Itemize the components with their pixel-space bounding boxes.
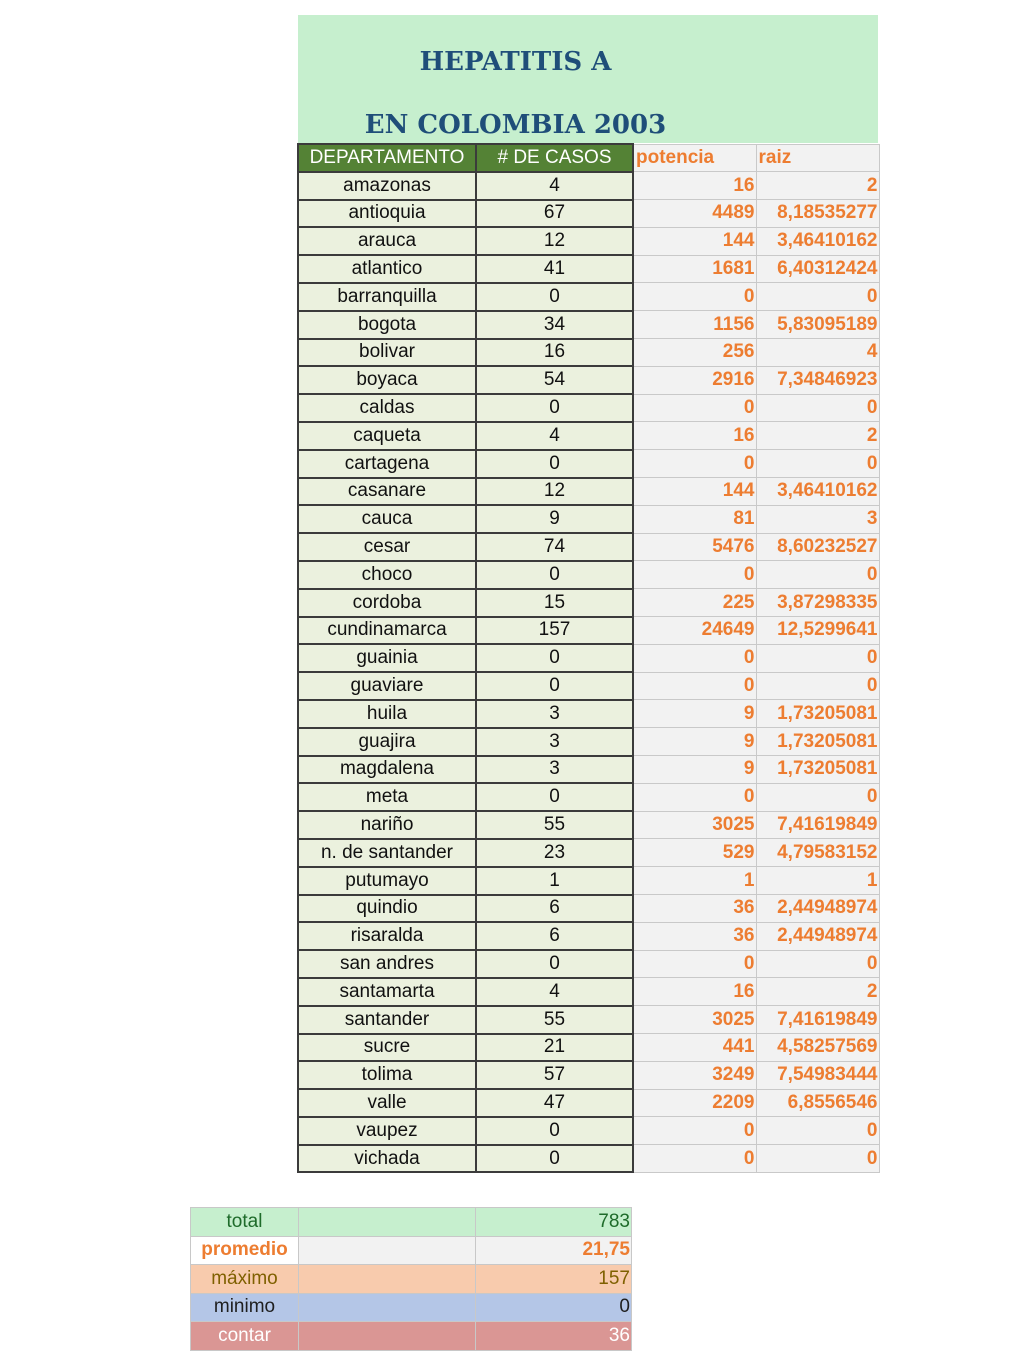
table-row — [298, 644, 879, 672]
cell-casos[interactable]: 6 — [476, 922, 633, 950]
cell-potencia[interactable]: 2916 — [633, 366, 756, 394]
cell-raiz[interactable]: 0 — [756, 783, 879, 811]
summary-empty-cell[interactable] — [299, 1322, 476, 1351]
cell-raiz[interactable]: 3,46410162 — [756, 478, 879, 506]
cell-raiz[interactable]: 1,73205081 — [756, 700, 879, 728]
cell-casos[interactable]: 55 — [476, 1006, 633, 1034]
table-row — [298, 867, 879, 895]
cell-potencia[interactable]: 144 — [633, 478, 756, 506]
cell-potencia[interactable]: 225 — [633, 589, 756, 617]
cell-departamento[interactable]: quindio — [298, 895, 476, 923]
cell-raiz[interactable]: 3 — [756, 505, 879, 533]
table-row — [298, 1145, 879, 1173]
cell-casos[interactable]: 0 — [476, 672, 633, 700]
table-row — [298, 839, 879, 867]
cell-potencia[interactable]: 16 — [633, 172, 756, 200]
cell-potencia[interactable]: 0 — [633, 1117, 756, 1145]
cell-raiz[interactable]: 7,41619849 — [756, 1006, 879, 1034]
cell-raiz[interactable]: 2,44948974 — [756, 895, 879, 923]
cell-departamento[interactable]: huila — [298, 700, 476, 728]
cell-casos[interactable]: 1 — [476, 867, 633, 895]
cell-casos[interactable]: 0 — [476, 1117, 633, 1145]
cell-casos[interactable]: 23 — [476, 839, 633, 867]
cell-raiz[interactable]: 4,79583152 — [756, 839, 879, 867]
cell-departamento[interactable]: santander — [298, 1006, 476, 1034]
cell-potencia[interactable]: 9 — [633, 728, 756, 756]
summary-value-total[interactable]: 783 — [476, 1208, 632, 1237]
cell-casos[interactable]: 0 — [476, 950, 633, 978]
cell-raiz[interactable]: 0 — [756, 450, 879, 478]
cases-table — [297, 143, 880, 1173]
cell-casos[interactable]: 157 — [476, 617, 633, 645]
cell-potencia[interactable]: 9 — [633, 700, 756, 728]
cell-departamento[interactable]: magdalena — [298, 756, 476, 784]
cell-departamento[interactable]: bogota — [298, 311, 476, 339]
cell-casos[interactable]: 0 — [476, 561, 633, 589]
cell-raiz[interactable]: 4,58257569 — [756, 1034, 879, 1062]
summary-value-maximo[interactable]: 157 — [476, 1265, 632, 1294]
cell-casos[interactable]: 9 — [476, 505, 633, 533]
table-row — [298, 756, 879, 784]
cell-casos[interactable]: 67 — [476, 200, 633, 228]
cell-departamento[interactable]: meta — [298, 783, 476, 811]
table-row — [298, 589, 879, 617]
summary-label-promedio[interactable]: promedio — [191, 1236, 299, 1265]
cell-potencia[interactable]: 0 — [633, 950, 756, 978]
cell-departamento[interactable]: barranquilla — [298, 283, 476, 311]
cell-potencia[interactable]: 0 — [633, 394, 756, 422]
cell-departamento[interactable]: atlantico — [298, 255, 476, 283]
summary-empty-cell[interactable] — [299, 1236, 476, 1265]
cell-casos[interactable]: 16 — [476, 339, 633, 367]
cell-potencia[interactable]: 36 — [633, 922, 756, 950]
cell-departamento[interactable]: cartagena — [298, 450, 476, 478]
cell-potencia[interactable]: 0 — [633, 450, 756, 478]
cell-potencia[interactable]: 0 — [633, 1145, 756, 1173]
column-header-departamento[interactable]: DEPARTAMENTO — [298, 144, 476, 172]
cell-potencia[interactable]: 1 — [633, 867, 756, 895]
page-title: HEPATITIS A — [419, 47, 612, 77]
cell-casos[interactable]: 3 — [476, 700, 633, 728]
summary-label-contar[interactable]: contar — [191, 1322, 299, 1351]
cell-raiz[interactable]: 7,54983444 — [756, 1061, 879, 1089]
cell-departamento[interactable]: cauca — [298, 505, 476, 533]
cell-casos[interactable]: 21 — [476, 1034, 633, 1062]
table-row — [298, 1089, 879, 1117]
cell-casos[interactable]: 34 — [476, 311, 633, 339]
cell-casos[interactable]: 4 — [476, 422, 633, 450]
table-row — [298, 617, 879, 645]
cell-departamento[interactable]: risaralda — [298, 922, 476, 950]
cell-departamento[interactable]: n. de santander — [298, 839, 476, 867]
cell-potencia[interactable]: 4489 — [633, 200, 756, 228]
cell-raiz[interactable]: 2 — [756, 422, 879, 450]
cell-casos[interactable]: 74 — [476, 533, 633, 561]
cell-raiz[interactable]: 8,60232527 — [756, 533, 879, 561]
cell-potencia[interactable]: 256 — [633, 339, 756, 367]
cell-raiz[interactable]: 4 — [756, 339, 879, 367]
cell-casos[interactable]: 0 — [476, 1145, 633, 1173]
cell-departamento[interactable]: caqueta — [298, 422, 476, 450]
cell-departamento[interactable]: vichada — [298, 1145, 476, 1173]
summary-label-minimo[interactable]: minimo — [191, 1293, 299, 1322]
cell-potencia[interactable]: 24649 — [633, 617, 756, 645]
cell-casos[interactable]: 41 — [476, 255, 633, 283]
cell-departamento[interactable]: caldas — [298, 394, 476, 422]
cell-potencia[interactable]: 9 — [633, 756, 756, 784]
cell-casos[interactable]: 0 — [476, 783, 633, 811]
table-row — [298, 533, 879, 561]
cell-potencia[interactable]: 1156 — [633, 311, 756, 339]
cell-raiz[interactable]: 0 — [756, 394, 879, 422]
cell-raiz[interactable]: 0 — [756, 1117, 879, 1145]
cell-raiz[interactable]: 1,73205081 — [756, 728, 879, 756]
cell-casos[interactable]: 54 — [476, 366, 633, 394]
cell-casos[interactable]: 3 — [476, 728, 633, 756]
cell-casos[interactable]: 0 — [476, 283, 633, 311]
cell-raiz[interactable]: 0 — [756, 561, 879, 589]
cell-casos[interactable]: 15 — [476, 589, 633, 617]
summary-row-minimo — [191, 1293, 632, 1322]
cell-potencia[interactable]: 16 — [633, 978, 756, 1006]
cell-potencia[interactable]: 81 — [633, 505, 756, 533]
cell-raiz[interactable]: 0 — [756, 672, 879, 700]
table-row — [298, 394, 879, 422]
cell-departamento[interactable]: cesar — [298, 533, 476, 561]
cell-departamento[interactable]: putumayo — [298, 867, 476, 895]
table-row — [298, 505, 879, 533]
cell-departamento[interactable]: guajira — [298, 728, 476, 756]
cell-potencia[interactable]: 3025 — [633, 811, 756, 839]
cell-potencia[interactable]: 441 — [633, 1034, 756, 1062]
table-row — [298, 922, 879, 950]
table-row — [298, 728, 879, 756]
summary-label-total[interactable]: total — [191, 1208, 299, 1237]
table-row — [298, 1117, 879, 1145]
cell-potencia[interactable]: 0 — [633, 783, 756, 811]
cell-raiz[interactable]: 0 — [756, 1145, 879, 1173]
cell-departamento[interactable]: casanare — [298, 478, 476, 506]
summary-empty-cell[interactable] — [299, 1208, 476, 1237]
summary-row-contar — [191, 1322, 632, 1351]
cell-potencia[interactable]: 3249 — [633, 1061, 756, 1089]
table-row — [298, 811, 879, 839]
cell-casos[interactable]: 12 — [476, 478, 633, 506]
table-header-row — [298, 144, 879, 172]
summary-value-promedio[interactable]: 21,75 — [476, 1236, 632, 1265]
summary-row-promedio — [191, 1236, 632, 1265]
summary-row-maximo — [191, 1265, 632, 1294]
cell-raiz[interactable]: 1 — [756, 867, 879, 895]
table-row — [298, 1006, 879, 1034]
table-row — [298, 1061, 879, 1089]
cell-departamento[interactable]: valle — [298, 1089, 476, 1117]
summary-table — [190, 1207, 632, 1351]
cell-departamento[interactable]: guaviare — [298, 672, 476, 700]
summary-value-contar[interactable]: 36 — [476, 1322, 632, 1351]
table-row — [298, 311, 879, 339]
table-row — [298, 561, 879, 589]
cell-departamento[interactable]: vaupez — [298, 1117, 476, 1145]
cell-casos[interactable]: 4 — [476, 172, 633, 200]
summary-value-minimo[interactable]: 0 — [476, 1293, 632, 1322]
cell-potencia[interactable]: 1681 — [633, 255, 756, 283]
cell-potencia[interactable]: 144 — [633, 227, 756, 255]
cell-raiz[interactable]: 8,18535277 — [756, 200, 879, 228]
cell-raiz[interactable]: 6,8556546 — [756, 1089, 879, 1117]
table-row — [298, 978, 879, 1006]
cell-departamento[interactable]: cundinamarca — [298, 617, 476, 645]
cell-potencia[interactable]: 36 — [633, 895, 756, 923]
cell-potencia[interactable]: 0 — [633, 644, 756, 672]
cell-raiz[interactable]: 2,44948974 — [756, 922, 879, 950]
table-row — [298, 227, 879, 255]
summary-label-maximo[interactable]: máximo — [191, 1265, 299, 1294]
title-box — [298, 15, 878, 143]
cell-potencia[interactable]: 0 — [633, 283, 756, 311]
cell-departamento[interactable]: arauca — [298, 227, 476, 255]
cell-potencia[interactable]: 2209 — [633, 1089, 756, 1117]
cell-raiz[interactable]: 3,46410162 — [756, 227, 879, 255]
cell-raiz[interactable]: 2 — [756, 172, 879, 200]
cell-departamento[interactable]: santamarta — [298, 978, 476, 1006]
column-header-casos[interactable]: # DE CASOS — [476, 144, 633, 172]
cell-casos[interactable]: 4 — [476, 978, 633, 1006]
table-row — [298, 283, 879, 311]
table-row — [298, 172, 879, 200]
cell-raiz[interactable]: 1,73205081 — [756, 756, 879, 784]
summary-empty-cell[interactable] — [299, 1265, 476, 1294]
table-row — [298, 783, 879, 811]
cell-casos[interactable]: 47 — [476, 1089, 633, 1117]
cell-departamento[interactable]: boyaca — [298, 366, 476, 394]
table-row — [298, 450, 879, 478]
column-header-potencia[interactable]: potencia — [633, 144, 756, 172]
table-row — [298, 422, 879, 450]
cell-departamento[interactable]: sucre — [298, 1034, 476, 1062]
summary-empty-cell[interactable] — [299, 1293, 476, 1322]
cell-departamento[interactable]: nariño — [298, 811, 476, 839]
cell-departamento[interactable]: tolima — [298, 1061, 476, 1089]
cell-raiz[interactable]: 0 — [756, 644, 879, 672]
table-row — [298, 672, 879, 700]
cell-potencia[interactable]: 5476 — [633, 533, 756, 561]
cell-casos[interactable]: 0 — [476, 394, 633, 422]
cell-departamento[interactable]: guainia — [298, 644, 476, 672]
cell-raiz[interactable]: 12,5299641 — [756, 617, 879, 645]
cell-departamento[interactable]: bolivar — [298, 339, 476, 367]
table-row — [298, 1034, 879, 1062]
table-row — [298, 200, 879, 228]
column-header-raiz[interactable]: raiz — [756, 144, 879, 172]
cell-departamento[interactable]: choco — [298, 561, 476, 589]
cell-departamento[interactable]: antioquia — [298, 200, 476, 228]
cell-raiz[interactable]: 7,41619849 — [756, 811, 879, 839]
cell-departamento[interactable]: san andres — [298, 950, 476, 978]
page-subtitle: EN COLOMBIA 2003 — [364, 110, 667, 140]
cell-raiz[interactable]: 0 — [756, 283, 879, 311]
summary-row-total — [191, 1208, 632, 1237]
cell-casos[interactable]: 12 — [476, 227, 633, 255]
cell-potencia[interactable]: 0 — [633, 672, 756, 700]
cell-raiz[interactable]: 6,40312424 — [756, 255, 879, 283]
cell-casos[interactable]: 0 — [476, 644, 633, 672]
cell-casos[interactable]: 3 — [476, 756, 633, 784]
cell-departamento[interactable]: cordoba — [298, 589, 476, 617]
cell-raiz[interactable]: 3,87298335 — [756, 589, 879, 617]
table-row — [298, 700, 879, 728]
cell-departamento[interactable]: amazonas — [298, 172, 476, 200]
cell-raiz[interactable]: 2 — [756, 978, 879, 1006]
cell-potencia[interactable]: 0 — [633, 561, 756, 589]
cell-casos[interactable]: 57 — [476, 1061, 633, 1089]
cell-potencia[interactable]: 529 — [633, 839, 756, 867]
cell-raiz[interactable]: 0 — [756, 950, 879, 978]
cell-raiz[interactable]: 7,34846923 — [756, 366, 879, 394]
cell-potencia[interactable]: 3025 — [633, 1006, 756, 1034]
cell-casos[interactable]: 6 — [476, 895, 633, 923]
table-row — [298, 255, 879, 283]
table-row — [298, 478, 879, 506]
cell-raiz[interactable]: 5,83095189 — [756, 311, 879, 339]
table-row — [298, 950, 879, 978]
table-row — [298, 895, 879, 923]
cell-casos[interactable]: 55 — [476, 811, 633, 839]
cell-potencia[interactable]: 16 — [633, 422, 756, 450]
table-row — [298, 339, 879, 367]
table-row — [298, 366, 879, 394]
cell-casos[interactable]: 0 — [476, 450, 633, 478]
